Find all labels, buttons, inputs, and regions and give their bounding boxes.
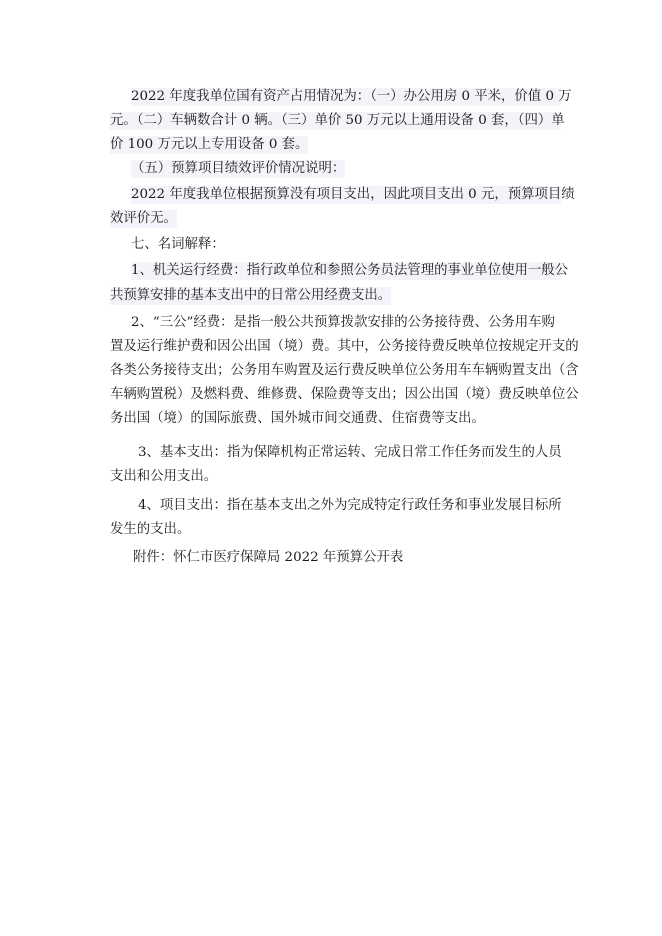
glossary-item-2-line-1: 2、“三公”经费：是指一般公共预算拨款安排的公务接待费、公务用车购 [131, 315, 555, 330]
glossary-item-2-line-2: 置及运行维护费和因公出国（境）费。其中，公务接待费反映单位按规定开支的 [110, 339, 579, 354]
glossary-item-3-line-1: 3、基本支出：指为保障机构正常运转、完成日常工作任务而发生的人员 [138, 445, 562, 460]
section-heading-glossary: 七、名词解释： [131, 237, 225, 252]
glossary-item-4-line-1: 4、项目支出：指在基本支出之外为完成特定行政任务和事业发展目标所 [138, 498, 562, 513]
attachment-note: 附件：怀仁市医疗保障局 2022 年预算公开表 [133, 550, 404, 565]
asset-paragraph-line-3: 价 100 万元以上专用设备 0 套。 [110, 137, 309, 152]
performance-paragraph-line-2: 效评价无。 [110, 211, 177, 226]
performance-paragraph-line-1: 2022 年度我单位根据预算没有项目支出，因此项目支出 0 元，预算项目绩 [131, 187, 575, 202]
glossary-item-2-line-4: 车辆购置税）及燃料费、维修费、保险费等支出；因公出国（境）费反映单位公 [110, 387, 579, 402]
asset-paragraph-line-1: 2022 年度我单位国有资产占用情况为：（一）办公用房 0 平米，价值 0 万 [131, 89, 572, 104]
glossary-item-3-line-2: 支出和公用支出。 [110, 469, 218, 484]
glossary-item-4-line-2: 发生的支出。 [110, 522, 191, 537]
asset-paragraph-line-2: 元。（二）车辆数合计 0 辆。（三）单价 50 万元以上通用设备 0 套，（四）单 [110, 113, 565, 128]
glossary-item-2-line-5: 务出国（境）的国际旅费、国外城市间交通费、住宿费等支出。 [110, 411, 485, 426]
glossary-item-1-line-2: 共预算安排的基本支出中的日常公用经费支出。 [110, 288, 392, 303]
section-heading-performance: （五）预算项目绩效评价情况说明： [131, 161, 346, 176]
glossary-item-1-line-1: 1、机关运行经费：指行政单位和参照公务员法管理的事业单位使用一般公 [131, 263, 569, 278]
glossary-item-2-line-3: 各类公务接待支出；公务用车购置及运行费反映单位公务用车车辆购置支出（含 [110, 363, 579, 378]
